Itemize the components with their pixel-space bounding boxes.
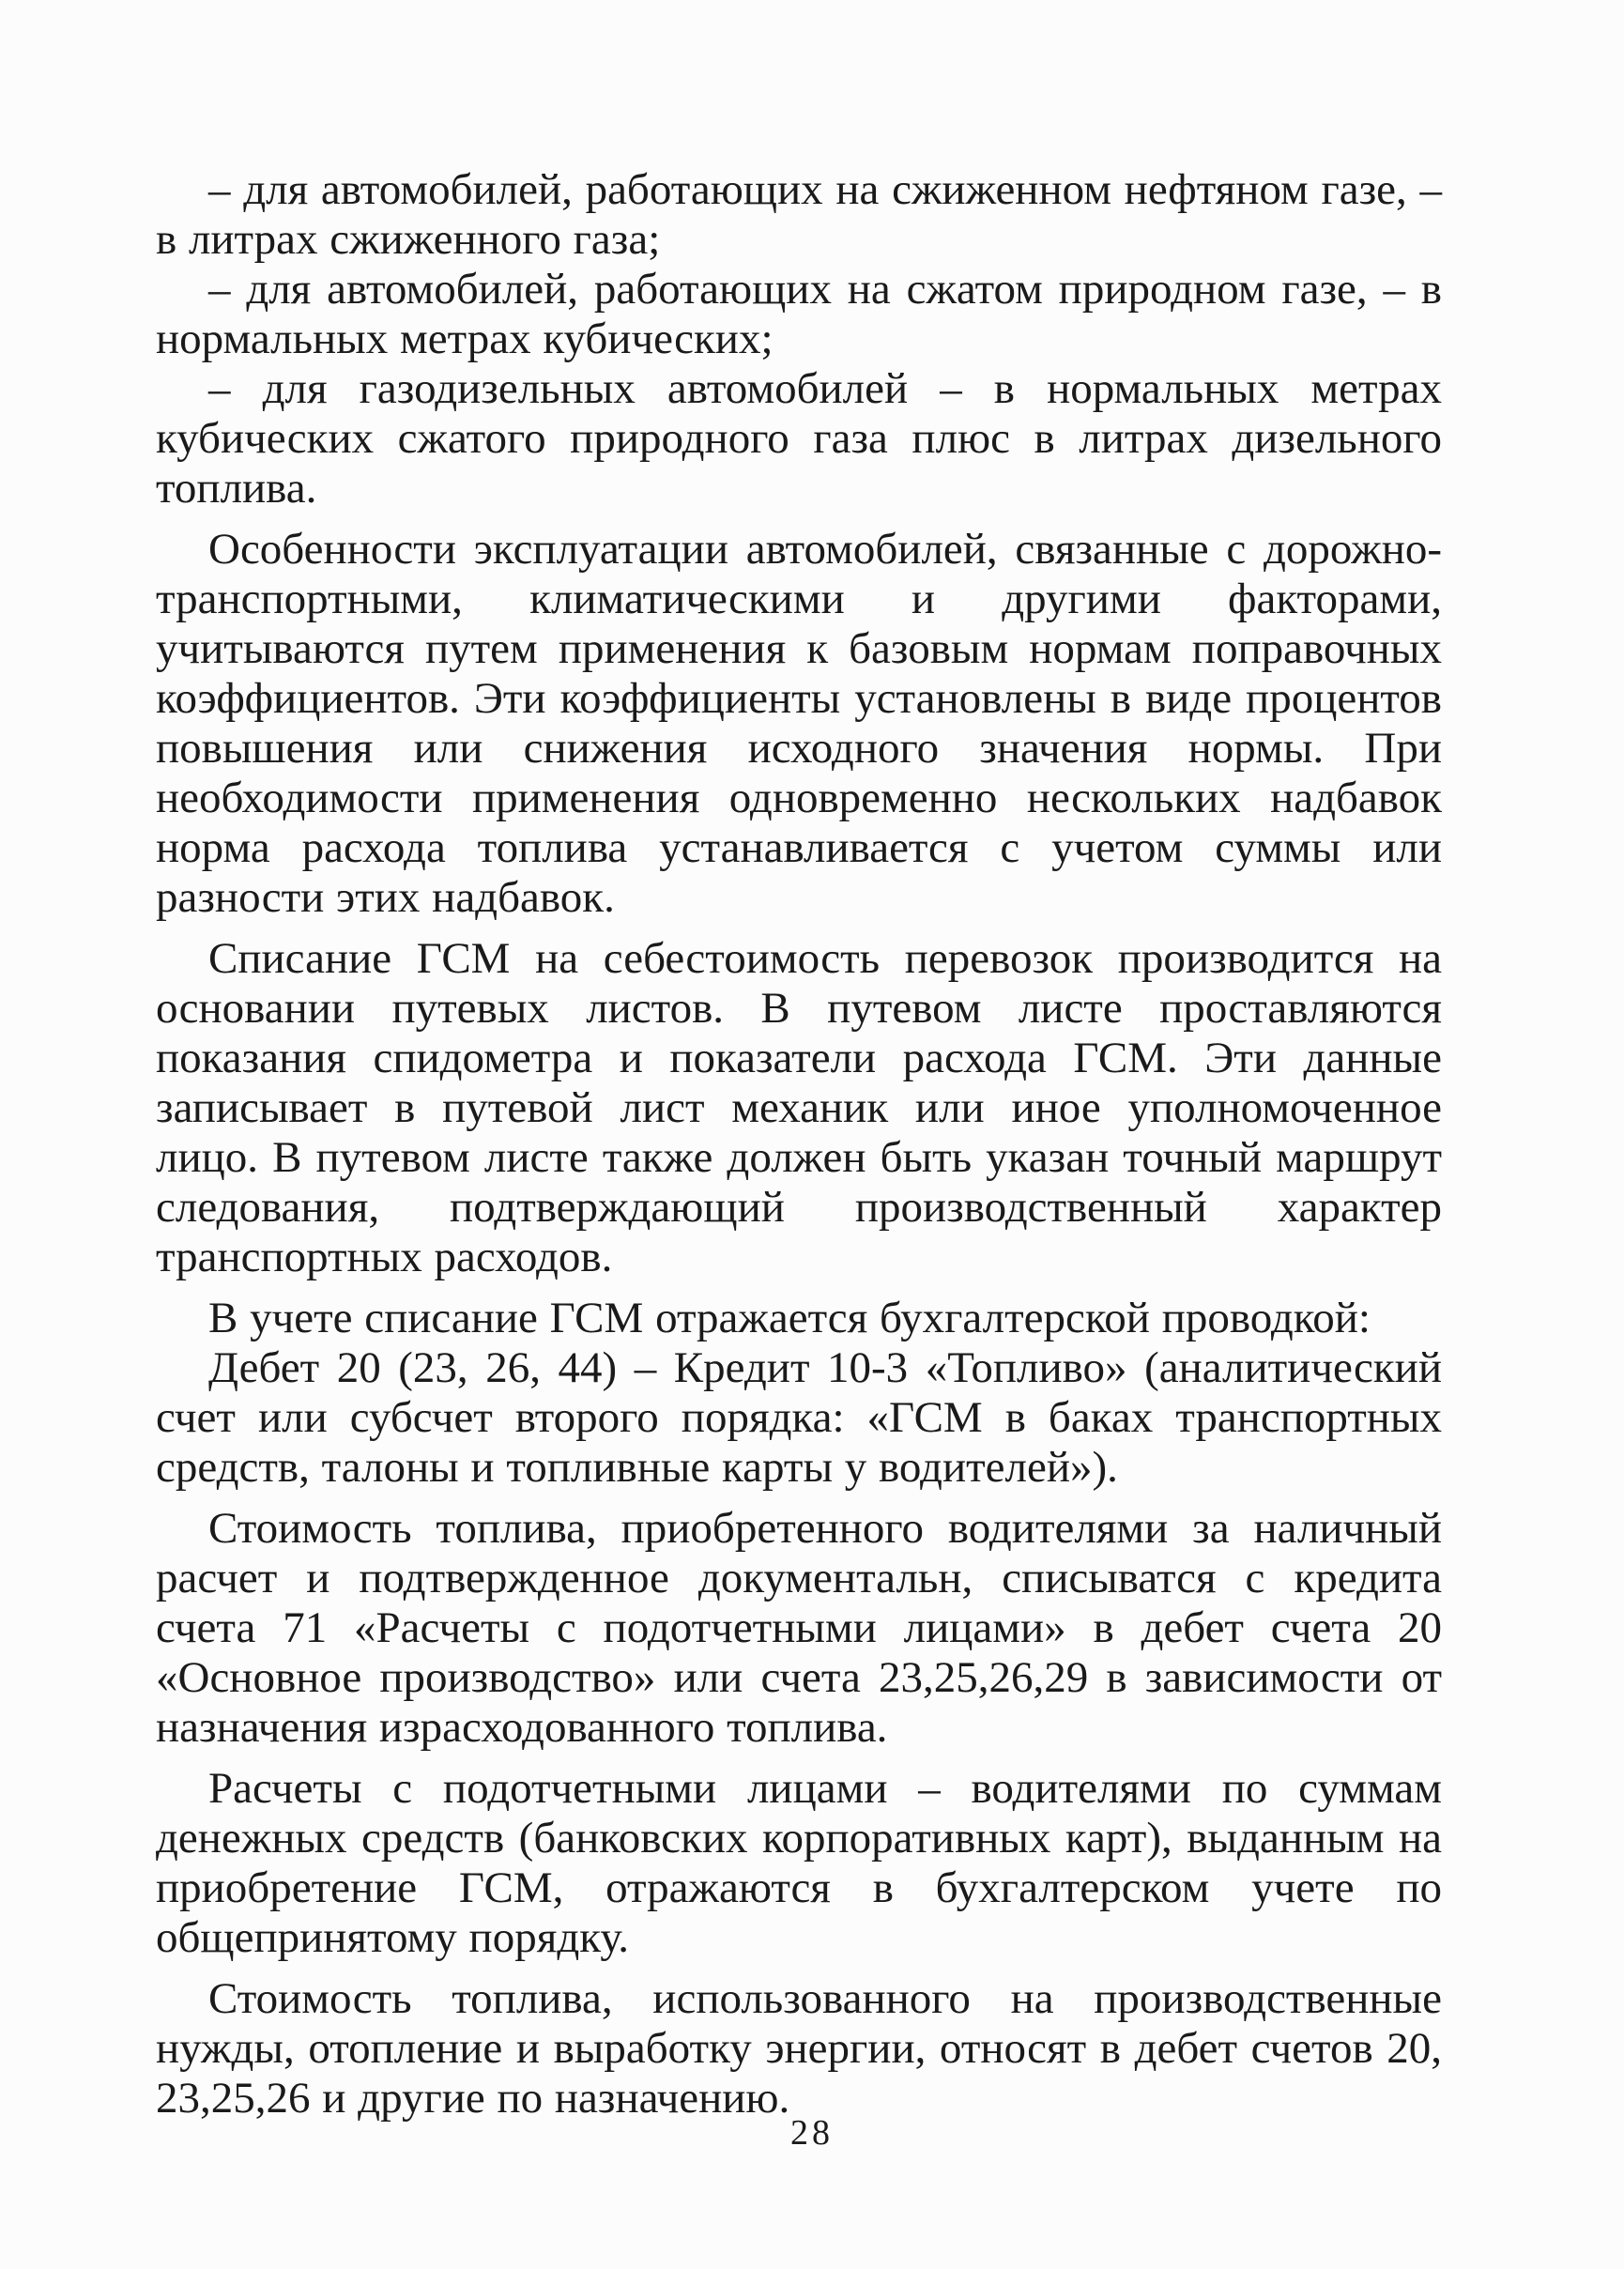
paragraph-correction-coefficients: Особенности эксплуатации автомобилей, связанные с дорожно-транспортными, климатическими и другими факторами, учитываются путем применения к базовым нормам поправочных коэффициентов. Эти коэффициенты установлены в виде процентов повышения или снижения исходного значения нормы. При необходимости применения одновременно нескольких надбавок норма расхода топлива устанавливается с учетом суммы или разности этих надбавок. bbox=[156, 525, 1442, 922]
paragraph-accountable-persons: Расчеты с подотчетными лицами – водителями по суммам денежных средств (банковских корпоративных карт), выданным на приобретение ГСМ, отражаются в бухгалтерском учете по общепринятому порядку. bbox=[156, 1764, 1442, 1962]
paragraph-liquefied-gas: – для автомобилей, работающих на сжиженном нефтяном газе, – в литрах сжиженного газа; bbox=[156, 165, 1442, 264]
paragraph-waybills: Списание ГСМ на себестоимость перевозок производится на основании путевых листов. В путевом листе проставляются показания спидометра и показатели расхода ГСМ. Эти данные записывает в путевой лист механик или иное уполномоченное лицо. В путевом листе также должен быть указан точный маршрут следования, подтверждающий производственный характер транспортных расходов. bbox=[156, 934, 1442, 1281]
paragraph-debit-credit: Дебет 20 (23, 26, 44) – Кредит 10-3 «Топливо» (аналитический счет или субсчет второго порядка: «ГСМ в баках транспортных средств, талоны и топливные карты у водителей»). bbox=[156, 1343, 1442, 1492]
paragraph-gas-diesel: – для газодизельных автомобилей – в нормальных метрах кубических сжатого природного газа плюс в литрах дизельного топлива. bbox=[156, 364, 1442, 513]
body-text bbox=[156, 165, 1442, 2123]
paragraph-accounting-entry: В учете списание ГСМ отражается бухгалтерской проводкой: bbox=[208, 1294, 1371, 1342]
paragraph-compressed-gas: – для автомобилей, работающих на сжатом природном газе, – в нормальных метрах кубических; bbox=[156, 265, 1442, 363]
page-number: 28 bbox=[790, 2113, 834, 2153]
paragraph-production-needs: Стоимость топлива, использованного на производственные нужды, отопление и выработку энергии, относят в дебет счетов 20, 23,25,26 и другие по назначению. bbox=[156, 1974, 1442, 2123]
paragraph-cash-purchase: Стоимость топлива, приобретенного водителями за наличный расчет и подтвержденное документальн, списыватся с кредита счета 71 «Расчеты с подотчетными лицами» в дебет счета 20 «Основное производство» или счета 23,25,26,29 в зависимости от назначения израсходованного топлива. bbox=[156, 1504, 1442, 1752]
